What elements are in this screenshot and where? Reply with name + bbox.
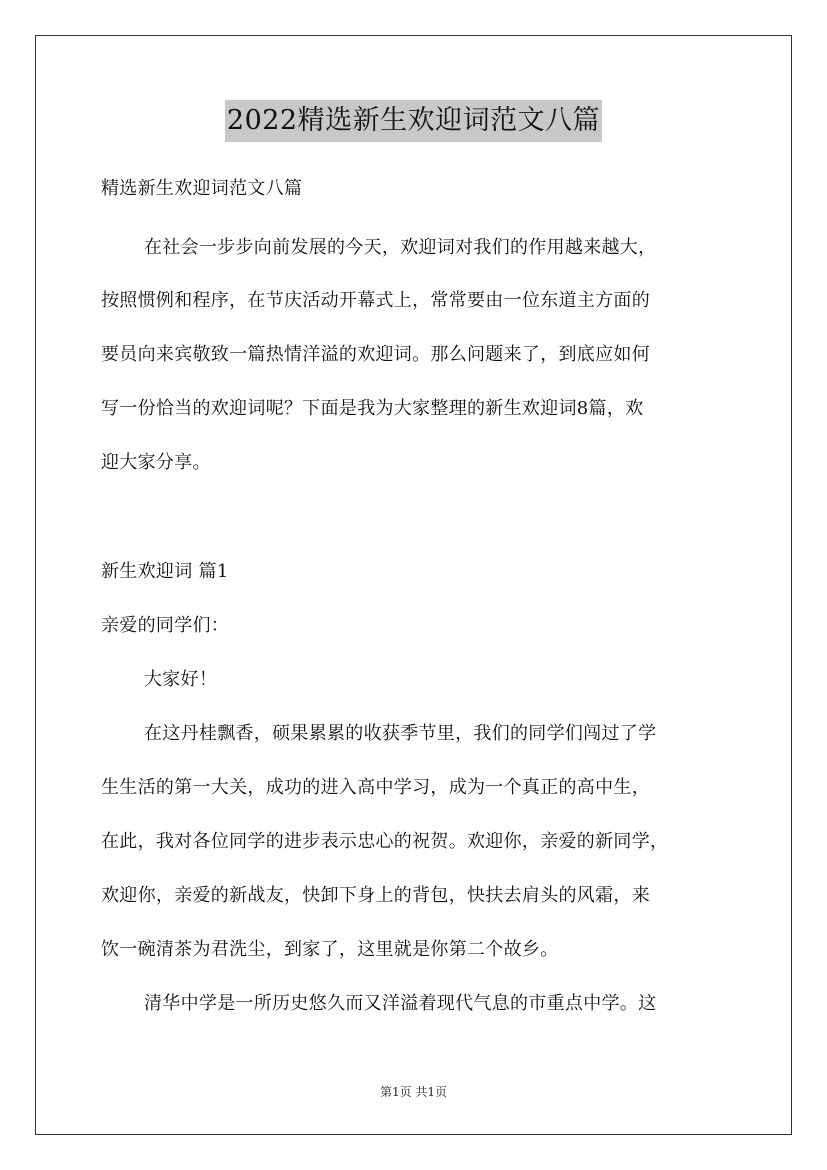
paragraph-line: 欢迎你，亲爱的新战友，快卸下身上的背包，快扶去肩头的风霜，来	[101, 885, 650, 906]
intro-line: 写一份恰当的欢迎词呢？下面是我为大家整理的新生欢迎词8篇，欢	[101, 398, 644, 419]
intro-line: 要员向来宾敬致一篇热情洋溢的欢迎词。那么问题来了，到底应如何	[101, 344, 650, 365]
intro-line: 按照惯例和程序，在节庆活动开幕式上，常常要由一位东道主方面的	[101, 290, 650, 311]
paragraph-line: 清华中学是一所历史悠久而又洋溢着现代气息的市重点中学。这	[144, 993, 657, 1014]
section-heading: 新生欢迎词 篇1	[101, 561, 229, 582]
paragraph-line: 在此，我对各位同学的进步表示忠心的祝贺。欢迎你，亲爱的新同学，	[101, 831, 669, 852]
paragraph-line: 生生活的第一大关，成功的进入高中学习，成为一个真正的高中生，	[101, 777, 650, 798]
subtitle: 精选新生欢迎词范文八篇	[101, 178, 303, 199]
title-container	[0, 100, 827, 142]
intro-line: 在社会一步步向前发展的今天，欢迎词对我们的作用越来越大，	[144, 237, 657, 258]
page-footer: 第1页 共1页	[379, 1085, 448, 1099]
salutation: 亲爱的同学们：	[101, 615, 230, 636]
document-title: 2022精选新生欢迎词范文八篇	[225, 100, 602, 142]
paragraph-line: 在这丹桂飘香，硕果累累的收获季节里，我们的同学们闯过了学	[144, 723, 657, 744]
paragraph-line: 饮一碗清茶为君洗尘，到家了，这里就是你第二个故乡。	[101, 939, 559, 960]
intro-line: 迎大家分享。	[101, 452, 211, 473]
greeting: 大家好！	[144, 669, 218, 690]
